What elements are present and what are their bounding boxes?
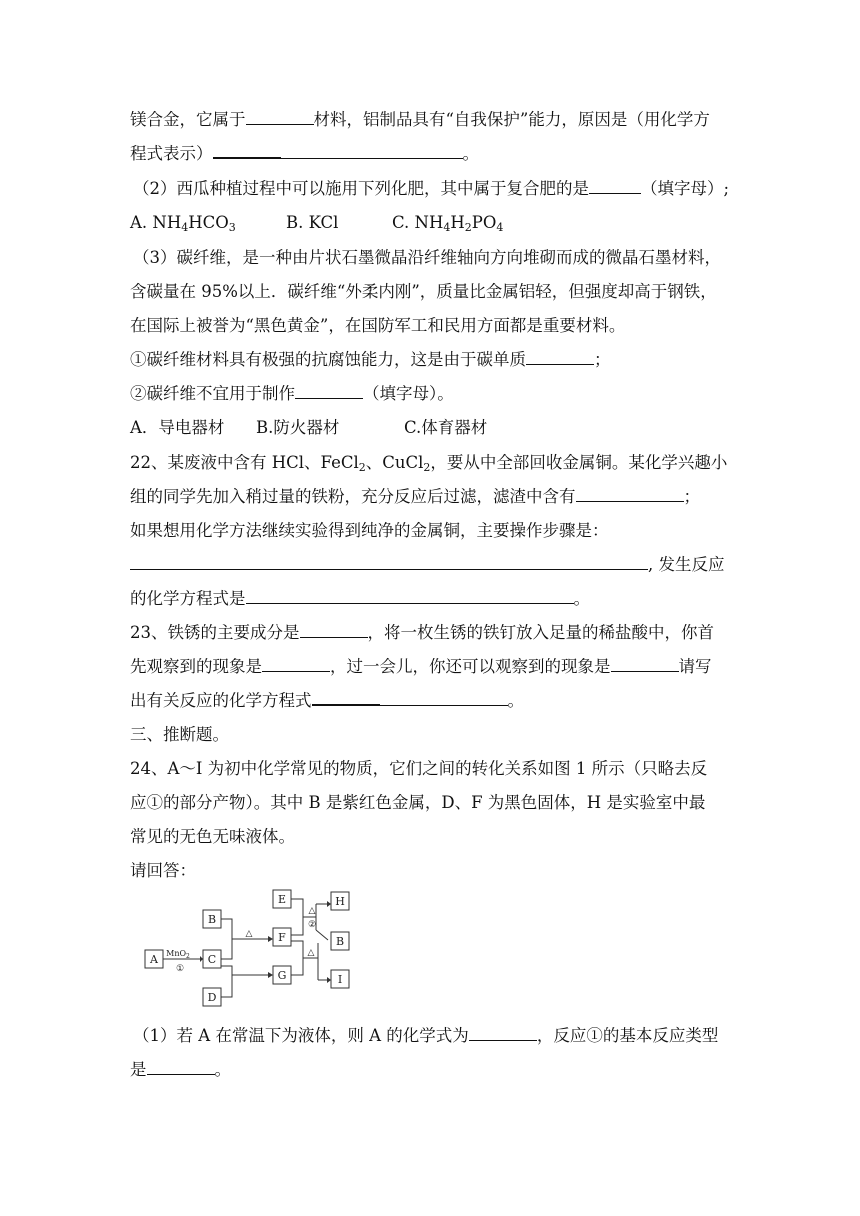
option-c [392,210,503,236]
q21-text: 含碳量在 95%以上．碳纤维“外柔内刚”，质量比金属铝轻，但强度却高于钢铁， [130,282,717,301]
q22-text: ，要从中全部回收金属铜。某化学兴趣小 [430,453,728,472]
heat-symbol: △ [245,929,253,939]
label-b2: B [335,935,345,948]
subscript: 4 [443,221,451,234]
label-g: G [277,969,287,982]
bracket-line [221,966,232,997]
option-text: C. NH [392,213,444,232]
label-e: E [277,893,287,906]
q22-line-3 [130,518,730,544]
q21-text: 镁合金，它属于 [130,110,246,129]
q21-text: 。 [462,144,479,163]
heat-symbol: △ [307,948,315,958]
q21-options [130,210,730,236]
q23-text: 先观察到的现象是 [130,657,262,676]
subscript: 2 [358,461,366,474]
answer-blank[interactable] [576,486,684,502]
option-b: B.防火器材 [256,418,340,437]
reaction-diagram [140,886,370,1010]
q21-part-3-line-2 [130,279,730,305]
q21-line-1 [130,107,730,133]
q21-text: （填字母）; [641,179,730,198]
q23-text: 请写 [678,657,712,676]
heat-symbol: △ [308,906,316,916]
label-h: H [335,895,345,908]
answer-blank[interactable] [589,178,641,194]
label-d: D [207,991,217,1004]
q21-part-3-line-4 [130,347,730,373]
q22-line-1 [130,450,730,476]
arrow-line [316,930,328,940]
q22-text: 组的同学先加入稍过量的铁粉，充分反应后过滤，滤渣中含有 [130,487,576,506]
option-text: B. KCl [286,213,339,232]
answer-blank[interactable] [611,656,679,672]
q24-part-1-line-2 [130,1057,730,1083]
reaction-1-label: ① [175,964,185,974]
label-f: F [278,931,286,944]
q23-line-1 [130,620,730,646]
q21-part-3-options [130,415,730,441]
bracket-line [291,941,303,975]
q21-text: （3）碳纤维，是一种由片状石墨微晶沿纤维轴向方向堆砌而成的微晶石墨材料， [133,248,721,267]
subscript: 4 [181,221,189,234]
answer-blank[interactable] [147,1059,215,1075]
q24-text: ，反应①的基本反应类型 [536,1026,719,1045]
answer-blank[interactable] [380,690,508,706]
answer-blank[interactable] [295,383,363,399]
answer-blank[interactable] [526,349,594,365]
q24-text: 24、A～I 为初中化学常见的物质，它们之间的转化关系如图 1 所示（只略去反 [130,759,708,778]
q21-text: ②碳纤维不宜用于制作 [130,384,295,403]
q24-part-1-line-1 [133,1023,733,1049]
option-b [286,210,392,236]
arrowhead [268,972,273,978]
q24-text: 请回答： [130,861,196,880]
q22-line-4 [130,552,730,578]
q22-text: 。 [573,589,590,608]
q24-text: 。 [214,1060,231,1079]
q24-text: 常见的无色无味液体。 [130,827,295,846]
arrowhead [327,977,331,983]
subscript: 2 [464,221,472,234]
option-a [130,210,286,236]
q22-text: 如果想用化学方法继续实验得到纯净的金属铜，主要操作步骤是： [130,521,609,540]
q23-text: 。 [507,691,524,710]
label-b: B [207,913,217,926]
option-text: HCO [188,213,229,232]
answer-blank[interactable] [262,656,330,672]
q21-text: 在国际上被誉为“黑色黄金”，在国防军工和民用方面都是重要材料。 [130,316,626,335]
arrowhead [268,936,273,942]
reaction-2-label: ② [307,920,317,930]
answer-blank[interactable] [469,1025,537,1041]
subscript: 4 [496,221,504,234]
q23-text: ，将一枚生锈的铁钉放入足量的稀盐酸中，你首 [367,623,714,642]
subscript: 3 [228,221,236,234]
q21-part-3-line-5 [130,381,730,407]
catalyst-label [166,949,190,960]
q21-text: 程式表示） [130,144,213,163]
option-c: C.体育器材 [404,418,488,437]
q22-text: 22、某废液中含有 HCl、FeCl [130,453,359,472]
q23-line-3 [130,688,730,714]
answer-blank[interactable] [213,142,281,159]
q22-text: ； [683,487,700,506]
q22-text: 、CuCl [365,453,424,472]
q22-text: 的化学方程式是 [130,589,246,608]
q23-text: ，过一会儿，你还可以观察到的现象是 [330,657,611,676]
q24-text: 是 [130,1060,147,1079]
arrowhead [327,901,331,907]
answer-blank[interactable] [281,143,463,159]
q24-line-2 [130,790,730,816]
label-i: I [337,973,343,986]
label-c: C [207,953,217,966]
q22-line-5 [130,586,730,612]
option-text: PO [471,213,497,232]
q21-line-2 [130,141,730,167]
section-title: 三、推断题。 [130,725,229,744]
q21-part-2 [133,176,733,202]
q21-text: （填字母）。 [363,384,454,403]
q24-line-4 [130,858,730,884]
label-a: A [150,953,158,966]
q22-text: , 发生反应 [648,555,725,574]
bracket-line [221,919,232,959]
q24-line-3 [130,824,730,850]
q23-text: 出有关反应的化学方程式 [130,691,312,710]
answer-blank[interactable] [246,109,314,125]
option-text: H [450,213,465,232]
catalyst-subscript: 2 [186,953,190,960]
answer-blank[interactable] [246,588,574,604]
q21-text: （2）西瓜种植过程中可以施用下列化肥，其中属于复合肥的是 [133,179,589,198]
answer-blank[interactable] [312,689,380,706]
q22-line-2 [130,484,730,510]
option-text: A. NH [130,213,182,232]
q24-text: 应①的部分产物）。其中 B 是紫红色金属，D、F 为黑色固体，H 是实验室中最 [130,793,706,812]
q21-part-3-line-1 [133,245,733,271]
q21-text: ； [594,350,611,369]
answer-blank[interactable] [130,554,648,570]
q21-text: 材料，铝制品具有“自我保护”能力，原因是（用化学方 [313,110,710,129]
q23-line-2 [130,654,730,680]
q24-line-1 [130,756,730,782]
q21-part-3-line-3 [130,313,730,339]
section-heading [130,722,730,748]
option-a: A．导电器材 [130,418,225,437]
q21-text: ①碳纤维材料具有极强的抗腐蚀能力，这是由于碳单质 [130,350,526,369]
bracket-line [291,899,303,935]
catalyst-text: MnO [166,949,187,958]
q23-text: 23、铁锈的主要成分是 [130,623,300,642]
answer-blank[interactable] [300,622,368,638]
q24-text: （1）若 A 在常温下为液体，则 A 的化学式为 [133,1026,469,1045]
subscript: 2 [423,461,431,474]
